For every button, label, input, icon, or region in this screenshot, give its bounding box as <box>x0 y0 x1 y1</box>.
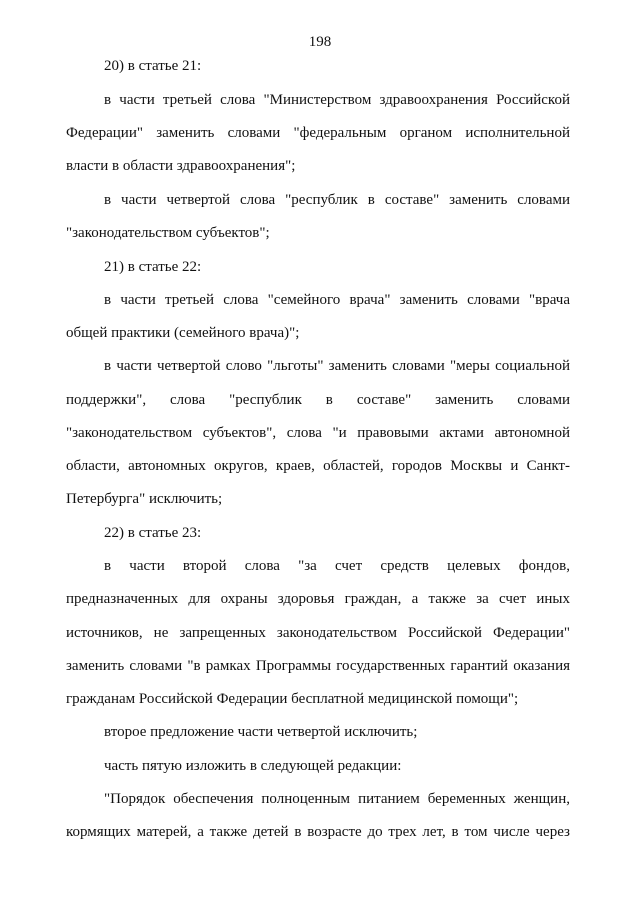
text-line: Петербурга" исключить; <box>66 491 223 507</box>
text-line: области, автономных округов, краев, областей, городов Москвы и Санкт- <box>66 458 570 474</box>
text-line: часть пятую изложить в следующей редакции: <box>104 758 402 774</box>
text-line: власти в области здравоохранения"; <box>66 158 296 174</box>
text-line: заменить словами "в рамках Программы государственных гарантий оказания <box>66 658 570 674</box>
text-line: "законодательством субъектов"; <box>66 225 270 241</box>
text-line: в части второй слова "за счет средств целевых фондов, <box>104 558 570 574</box>
text-line: поддержки", слова "республик в составе" заменить словами <box>66 392 570 408</box>
page-number: 198 <box>308 34 332 50</box>
text-line: в части четвертой слово "льготы" заменить словами "меры социальной <box>104 358 570 374</box>
text-line: в части четвертой слова "республик в составе" заменить словами <box>104 192 570 208</box>
text-line: "законодательством субъектов", слова "и правовыми актами автономной <box>66 425 570 441</box>
text-line: 22) в статье 23: <box>104 525 202 541</box>
text-line: "Порядок обеспечения полноценным питанием беременных женщин, <box>104 791 570 807</box>
text-line: в части третьей слова "Министерством здравоохранения Российской <box>104 92 570 108</box>
text-line: 20) в статье 21: <box>104 58 202 74</box>
text-line: второе предложение части четвертой исключить; <box>104 724 418 740</box>
text-line: предназначенных для охраны здоровья граждан, а также за счет иных <box>66 591 570 607</box>
text-line: кормящих матерей, а также детей в возрасте до трех лет, в том числе через <box>66 824 570 840</box>
text-line: Федерации" заменить словами "федеральным органом исполнительной <box>66 125 570 141</box>
text-line: общей практики (семейного врача)"; <box>66 325 300 341</box>
text-line: 21) в статье 22: <box>104 259 202 275</box>
text-line: в части третьей слова "семейного врача" заменить словами "врача <box>104 292 570 308</box>
text-line: гражданам Российской Федерации бесплатной медицинской помощи"; <box>66 691 519 707</box>
text-line: источников, не запрещенных законодательством Российской Федерации" <box>66 625 570 641</box>
